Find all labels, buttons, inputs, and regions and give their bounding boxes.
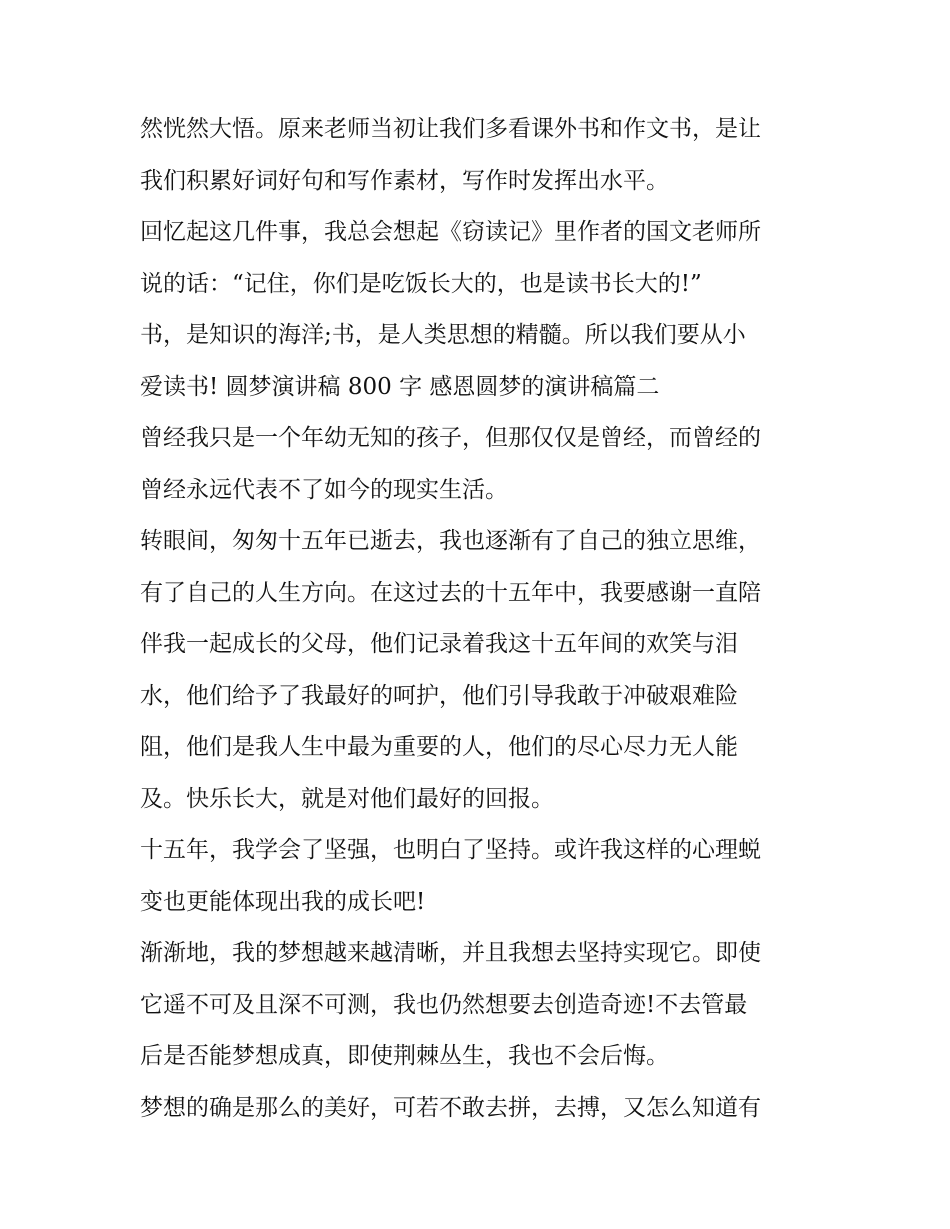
text-line: 渐渐地，我的梦想越来越清晰，并且我想去坚持实现它。即使	[140, 940, 761, 966]
text-line: 转眼间，匆匆十五年已逝去，我也逐渐有了自己的独立思维，	[140, 528, 761, 554]
document-body	[140, 104, 820, 1134]
text-line: 及。快乐长大，就是对他们最好的回报。	[140, 785, 554, 812]
text-line: 有了自己的人生方向。在这过去的十五年中，我要感谢一直陪	[140, 579, 761, 606]
text-line: 说的话：“记住，你们是吃饭长大的，也是读书长大的!”	[140, 270, 702, 297]
text-line: 我们积累好词好句和写作素材，写作时发挥出水平。	[140, 167, 669, 194]
text-line: 曾经永远代表不了如今的现实生活。	[140, 476, 508, 503]
text-line: 书，是知识的海洋;书，是人类思想的精髓。所以我们要从小	[140, 322, 746, 348]
text-line: 水，他们给予了我最好的呵护，他们引导我敢于冲破艰难险	[140, 682, 738, 709]
text-line: 它遥不可及且深不可测，我也仍然想要去创造奇迹!不去管最	[140, 991, 748, 1018]
text-line: 然恍然大悟。原来老师当初让我们多看课外书和作文书，是让	[140, 116, 761, 142]
text-line: 爱读书! 圆梦演讲稿 800 字 感恩圆梦的演讲稿篇二	[140, 373, 660, 400]
text-line: 变也更能体现出我的成长吧!	[140, 888, 426, 915]
text-line: 梦想的确是那么的美好，可若不敢去拼，去搏，又怎么知道有	[140, 1094, 761, 1121]
text-line: 曾经我只是一个年幼无知的孩子，但那仅仅是曾经，而曾经的	[140, 425, 761, 451]
text-line: 回忆起这几件事，我总会想起《窃读记》里作者的国文老师所	[140, 219, 761, 245]
text-line: 十五年，我学会了坚强，也明白了坚持。或许我这样的心理蜕	[140, 837, 761, 863]
text-line: 阻，他们是我人生中最为重要的人，他们的尽心尽力无人能	[140, 734, 738, 760]
text-line: 伴我一起成长的父母，他们记录着我这十五年间的欢笑与泪	[140, 631, 738, 657]
text-line: 后是否能梦想成真，即使荆棘丛生，我也不会后悔。	[140, 1043, 669, 1069]
